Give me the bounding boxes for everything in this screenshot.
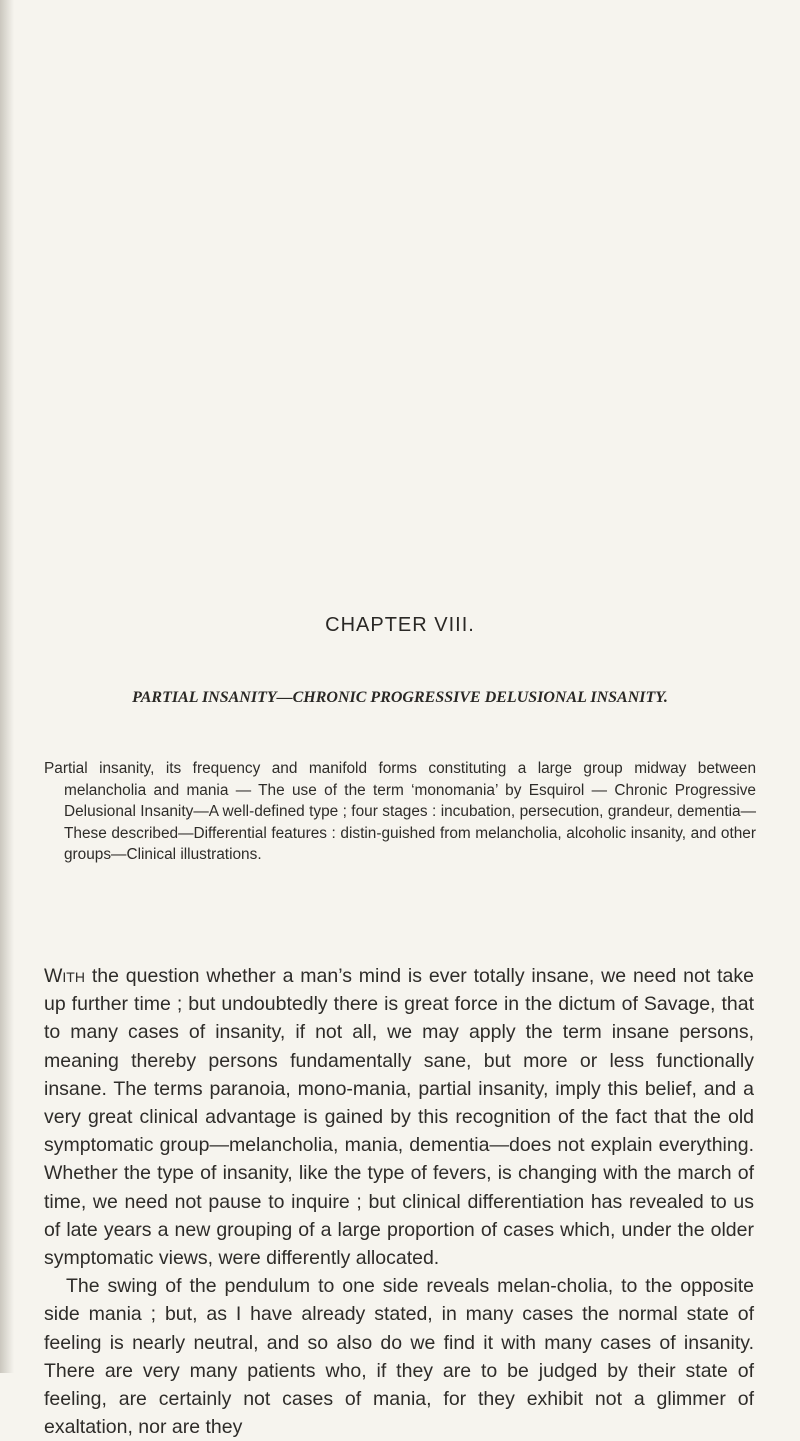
- chapter-summary: [44, 758, 756, 866]
- chapter-summary-text: Partial insanity, its frequency and manifold forms constituting a large group midway between melancholia and mania — The use of the term ‘monomania’ by Esquirol — Chronic Progressive Delusional Insanity—A well-defined type ; four stages : incubation, persecution, grandeur, dementia—These described—Differential features : distin-guished from melancholia, alcoholic insanity, and other groups—Clinical illustrations.: [44, 760, 756, 864]
- paragraph: [44, 1272, 754, 1441]
- chapter-heading: CHAPTER VIII.: [325, 614, 475, 636]
- chapter-title: PARTIAL INSANITY—CHRONIC PROGRESSIVE DELUSIONAL INSANITY.: [132, 689, 668, 706]
- paragraph-lead-word: With: [44, 965, 85, 987]
- paragraph-text: the question whether a man’s mind is ever totally insane, we need not take up further time ; but undoubtedly there is great force in the dictum of Savage, that to many cases of insanity, if not all, we may apply the term insane persons, meaning thereby persons fundamentally sane, but more or less functionally insane. The terms paranoia, mono-mania, partial insanity, imply this belief, and a very great clinical advantage is gained by this recognition of the fact that the old symptomatic group—melancholia, mania, dementia—does not explain everything. Whether the type of insanity, like the type of fevers, is changing with the march of time, we need not pause to inquire ; but clinical differentiation has revealed to us of late years a new grouping of a large proportion of cases which, under the older symptomatic views, were differently allocated.: [44, 965, 754, 1270]
- paragraph: [44, 962, 754, 1272]
- page-binding-shadow: [0, 0, 14, 1373]
- paragraph-text: The swing of the pendulum to one side reveals melan-cholia, to the opposite side mania ; but, as I have already stated, in many cases the normal state of feeling is nearly neutral, and so also do we find it with many cases of insanity. There are very many patients who, if they are to be judged by their state of feeling, are certainly not cases of mania, for they exhibit not a glimmer of exaltation, nor are they: [44, 1275, 754, 1439]
- body-text: [44, 962, 754, 1441]
